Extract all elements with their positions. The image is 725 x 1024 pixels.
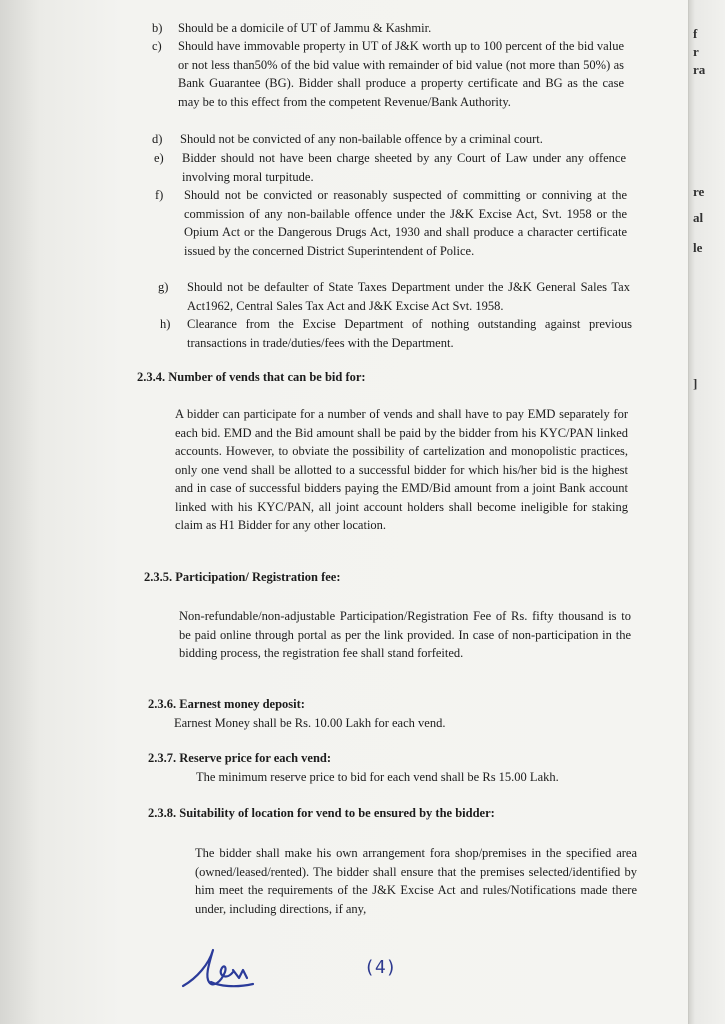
list-item-label: e) bbox=[154, 151, 164, 165]
list-item-text: Should not be convicted or reasonably suspected of committing or conniving at the commission of any non-bailable offence under the J&K Excise Act, Svt. 1958 or the Opium Act or the Dangerous Drugs Act, 1930 and shall produce a character certificate issued by the concerned District Superintendent of Police. bbox=[184, 188, 627, 258]
section-title: Reserve price for each vend: bbox=[179, 751, 332, 765]
section-number: 2.3.7. bbox=[148, 751, 177, 765]
list-item-text: Should not be defaulter of State Taxes Department under the J&K General Sales Tax Act1962, Central Sales Tax Act and J&K Excise Act Svt. 1958. bbox=[187, 280, 630, 313]
edge-letter: ra bbox=[693, 62, 706, 77]
section-number: 2.3.5. bbox=[144, 570, 173, 584]
list-item-label: b) bbox=[152, 21, 163, 35]
section-paragraph: The bidder shall make his own arrangement fora shop/premises in the specified area (owned/leased/rented). The bidder shall ensure that the premises selected/identified by him meet the requirements of the J&K Excise Act and rules/Notifications made there under, including directions, if any, bbox=[195, 846, 637, 916]
list-item-label: h) bbox=[160, 317, 171, 331]
list-item-label: g) bbox=[158, 280, 169, 294]
section-title: Suitability of location for vend to be ensured by the bidder: bbox=[179, 806, 495, 820]
list-item-label: c) bbox=[152, 39, 162, 53]
signature-mark bbox=[175, 942, 265, 1002]
section-heading bbox=[148, 806, 495, 821]
section-title: Participation/ Registration fee: bbox=[175, 570, 341, 584]
page-number: (4) bbox=[364, 957, 397, 978]
list-item-text: Should not be convicted of any non-bailable offence by a criminal court. bbox=[180, 132, 543, 146]
list-item-label: d) bbox=[152, 132, 163, 146]
list-item-text: Should be a domicile of UT of Jammu & Kashmir. bbox=[178, 21, 432, 35]
section-number: 2.3.6. bbox=[148, 697, 177, 711]
section-paragraph: The minimum reserve price to bid for each vend shall be Rs 15.00 Lakh. bbox=[196, 770, 559, 784]
section-number: 2.3.8. bbox=[148, 806, 177, 820]
section-paragraph: Non-refundable/non-adjustable Participation/Registration Fee of Rs. fifty thousand is to be paid online through portal as per the link provided. In case of non-participation in the bidding process, the registration fee shall stand forfeited. bbox=[179, 609, 631, 660]
section-title: Earnest money deposit: bbox=[179, 697, 305, 711]
list-item-label: f) bbox=[155, 188, 164, 202]
section-heading bbox=[148, 697, 305, 712]
section-heading bbox=[137, 370, 366, 385]
list-item-text: Bidder should not have been charge sheeted by any Court of Law under any offence involving moral turpitude. bbox=[182, 151, 626, 184]
edge-letter: re bbox=[693, 184, 705, 199]
section-paragraph: Earnest Money shall be Rs. 10.00 Lakh for each vend. bbox=[174, 716, 446, 730]
list-item-text: Clearance from the Excise Department of nothing outstanding against previous transactions in trade/duties/fees with the Department. bbox=[187, 317, 632, 350]
edge-letter: r bbox=[693, 44, 699, 59]
section-heading bbox=[148, 751, 331, 766]
edge-letter: le bbox=[693, 240, 703, 255]
section-paragraph: A bidder can participate for a number of vends and shall have to pay EMD separately for each bid. EMD and the Bid amount shall be paid by the bidder from his KYC/PAN linked accounts. However, to obviate the possibility of cartelization and monopolistic practices, only one vend shall be allotted to a successful bidder for which his/her bid is the highest and in case of successful bidders paying the EMD/Bid amount from a joint Bank account linked with his KYC/PAN, all joint account holders shall become ineligible for staking claim as H1 Bidder for any other location. bbox=[175, 407, 628, 532]
section-title: Number of vends that can be bid for: bbox=[168, 370, 366, 384]
section-number: 2.3.4. bbox=[137, 370, 166, 384]
edge-letter: al bbox=[693, 210, 704, 225]
edge-letter: ] bbox=[693, 376, 698, 391]
list-item-text: Should have immovable property in UT of J&K worth up to 100 percent of the bid value or not less than50% of the bid value with remainder of bid value (not more than 50%) as Bank Guarantee (BG). Bidder shall produce a property certificate and BG as the case may be to this effect from the competent Revenue/Bank Authority. bbox=[178, 39, 624, 109]
section-heading bbox=[144, 570, 340, 585]
edge-letter: f bbox=[693, 26, 698, 41]
adjacent-page-edge bbox=[688, 0, 725, 1024]
